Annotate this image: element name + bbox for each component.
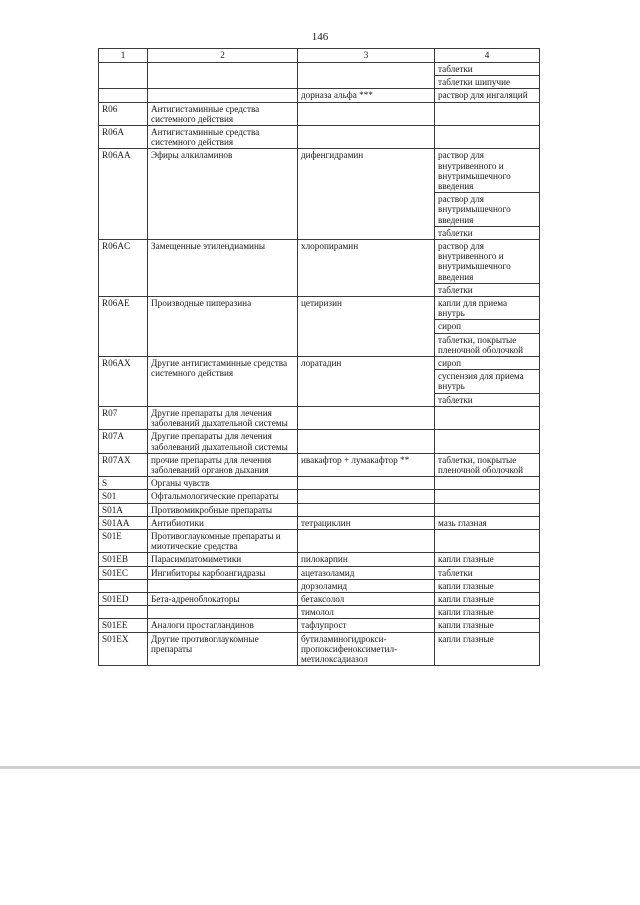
atc-code-cell: R06	[99, 102, 148, 125]
drug-name-cell	[298, 406, 435, 429]
atc-code-cell	[99, 89, 148, 102]
atc-code-cell: S01E	[99, 529, 148, 552]
group-name-cell: Органы чувств	[148, 477, 298, 490]
dosage-form: таблетки	[438, 227, 473, 238]
atc-code-cell: S01A	[99, 503, 148, 516]
group-name-cell: Антигистаминные средства системного действия	[148, 126, 298, 149]
column-header: 2	[148, 49, 298, 63]
table-row	[99, 102, 540, 125]
table-row	[99, 503, 540, 516]
atc-code-cell: R06AA	[99, 149, 148, 240]
drug-name-cell: дорзоламид	[298, 579, 435, 592]
drug-name-cell: тимолол	[298, 606, 435, 619]
table-row	[99, 126, 540, 149]
atc-code-cell: S	[99, 477, 148, 490]
dosage-form: капли глазные	[438, 593, 494, 604]
dosage-form	[435, 504, 539, 516]
table-row	[99, 89, 540, 102]
dosage-form: сироп	[435, 320, 539, 333]
atc-code-cell: R07	[99, 406, 148, 429]
dosage-forms-cell	[435, 357, 540, 407]
dosage-form: таблетки	[438, 394, 473, 405]
dosage-forms-cell	[435, 632, 540, 666]
drug-name-cell: хлоропирамин	[298, 240, 435, 297]
drug-name-cell: тафлупрост	[298, 619, 435, 632]
table-row	[99, 592, 540, 605]
atc-code-cell: S01EB	[99, 553, 148, 566]
dosage-form	[435, 407, 539, 419]
group-name-cell: Производные пиперазина	[148, 297, 298, 357]
drug-name-cell: бетаксолол	[298, 592, 435, 605]
dosage-forms-cell	[435, 553, 540, 566]
drug-name-cell	[298, 490, 435, 503]
drug-name-cell	[298, 126, 435, 149]
dosage-form: раствор для ингаляций	[438, 90, 528, 101]
column-header: 3	[298, 49, 435, 63]
table-row	[99, 566, 540, 579]
group-name-cell: Ингибиторы карбоангидразы	[148, 566, 298, 579]
dosage-forms-cell	[435, 477, 540, 490]
dosage-forms-cell	[435, 430, 540, 453]
dosage-form	[435, 490, 539, 502]
group-name-cell: Антигистаминные средства системного действия	[148, 102, 298, 125]
dosage-forms-cell	[435, 240, 540, 297]
table-row	[99, 406, 540, 429]
group-name-cell: Офтальмологические препараты	[148, 490, 298, 503]
dosage-form: таблетки	[435, 63, 539, 76]
atc-code-cell: R07AX	[99, 453, 148, 476]
table-row	[99, 553, 540, 566]
atc-code-cell	[99, 579, 148, 592]
table-row	[99, 477, 540, 490]
dosage-forms-cell	[435, 606, 540, 619]
dosage-form: таблетки	[438, 284, 473, 295]
table-row	[99, 149, 540, 240]
dosage-form: сироп	[435, 357, 539, 370]
dosage-form: капли глазные	[438, 554, 494, 565]
dosage-form: таблетки шипучие	[438, 77, 511, 88]
table-row	[99, 632, 540, 666]
dosage-forms-cell	[435, 126, 540, 149]
group-name-cell: Бета-адреноблокаторы	[148, 592, 298, 605]
dosage-forms-cell	[435, 89, 540, 102]
dosage-form: мазь глазная	[438, 517, 487, 528]
group-name-cell: Противоглаукомные препараты и миотические средства	[148, 529, 298, 552]
table-row	[99, 619, 540, 632]
group-name-cell	[148, 579, 298, 592]
drug-name-cell: пилокарпин	[298, 553, 435, 566]
atc-code-cell: R06AX	[99, 357, 148, 407]
dosage-form	[435, 477, 539, 489]
dosage-form: суспензия для приема внутрь	[435, 370, 539, 393]
group-name-cell	[148, 606, 298, 619]
group-name-cell: Другие препараты для лечения заболеваний дыхательной системы	[148, 430, 298, 453]
dosage-forms-cell	[435, 529, 540, 552]
atc-code-cell: R06AE	[99, 297, 148, 357]
group-name-cell: прочие препараты для лечения заболеваний органов дыхания	[148, 453, 298, 476]
group-name-cell: Парасимпатомиметики	[148, 553, 298, 566]
atc-code-cell	[99, 63, 148, 89]
dosage-forms-cell	[435, 516, 540, 529]
table-row	[99, 357, 540, 407]
dosage-form: капли глазные	[438, 580, 494, 591]
dosage-forms-cell	[435, 63, 540, 89]
drug-name-cell	[298, 529, 435, 552]
group-name-cell: Эфиры алкиламинов	[148, 149, 298, 240]
dosage-form	[435, 430, 539, 442]
atc-code-cell	[99, 606, 148, 619]
table-row	[99, 297, 540, 357]
table-row	[99, 516, 540, 529]
table-row	[99, 430, 540, 453]
drug-name-cell	[298, 102, 435, 125]
dosage-forms-cell	[435, 592, 540, 605]
drug-name-cell: лоратадин	[298, 357, 435, 407]
atc-code-cell: S01AA	[99, 516, 148, 529]
dosage-forms-cell	[435, 619, 540, 632]
dosage-form: таблетки, покрытые пленочной оболочкой	[438, 334, 524, 355]
dosage-form: раствор для внутривенного и внутримышечного введения	[435, 149, 539, 193]
group-name-cell	[148, 63, 298, 89]
table-row	[99, 606, 540, 619]
drug-name-cell: тетрациклин	[298, 516, 435, 529]
dosage-forms-cell	[435, 297, 540, 357]
column-header: 1	[99, 49, 148, 63]
column-header: 4	[435, 49, 540, 63]
atc-code-cell: R06AC	[99, 240, 148, 297]
drug-name-cell: ивакафтор + лумакафтор **	[298, 453, 435, 476]
dosage-form: капли для приема внутрь	[435, 297, 539, 320]
atc-code-cell: R07A	[99, 430, 148, 453]
table-row	[99, 579, 540, 592]
table-row	[99, 490, 540, 503]
group-name-cell: Противомикробные препараты	[148, 503, 298, 516]
group-name-cell: Аналоги простагландинов	[148, 619, 298, 632]
table-body	[99, 63, 540, 666]
atc-code-cell: R06A	[99, 126, 148, 149]
table-row	[99, 453, 540, 476]
dosage-forms-cell	[435, 566, 540, 579]
dosage-form: таблетки, покрытые пленочной оболочкой	[438, 454, 524, 475]
table-row	[99, 240, 540, 297]
dosage-forms-cell	[435, 102, 540, 125]
table-header-row	[99, 49, 540, 63]
group-name-cell: Другие препараты для лечения заболеваний дыхательной системы	[148, 406, 298, 429]
group-name-cell: Другие противоглаукомные препараты	[148, 632, 298, 666]
atc-code-cell: S01EC	[99, 566, 148, 579]
dosage-form	[435, 530, 539, 542]
drug-name-cell	[298, 503, 435, 516]
atc-code-cell: S01EE	[99, 619, 148, 632]
drug-name-cell: цетиризин	[298, 297, 435, 357]
atc-code-cell: S01	[99, 490, 148, 503]
drug-name-cell	[298, 63, 435, 89]
group-name-cell: Другие антигистаминные средства системного действия	[148, 357, 298, 407]
group-name-cell	[148, 89, 298, 102]
dosage-forms-cell	[435, 503, 540, 516]
dosage-forms-cell	[435, 406, 540, 429]
page-number: 146	[311, 31, 329, 43]
drug-name-cell: дифенгидрамин	[298, 149, 435, 240]
drug-name-cell: ацетазоламид	[298, 566, 435, 579]
drug-name-cell: бутиламиногидрокси-пропоксифеноксиметил-метилоксадиазол	[298, 632, 435, 666]
table-row	[99, 529, 540, 552]
drug-name-cell	[298, 430, 435, 453]
dosage-form	[435, 103, 539, 115]
dosage-forms-cell	[435, 453, 540, 476]
dosage-form: капли глазные	[438, 633, 494, 644]
drug-name-cell: дорназа альфа ***	[298, 89, 435, 102]
dosage-forms-cell	[435, 149, 540, 240]
drug-name-cell	[298, 477, 435, 490]
dosage-form: таблетки	[438, 567, 473, 578]
dosage-forms-cell	[435, 490, 540, 503]
dosage-form: капли глазные	[438, 607, 494, 618]
atc-code-cell: S01ED	[99, 592, 148, 605]
group-name-cell: Замещенные этилендиамины	[148, 240, 298, 297]
dosage-form	[435, 126, 539, 138]
dosage-forms-cell	[435, 579, 540, 592]
atc-code-cell: S01EX	[99, 632, 148, 666]
dosage-form: капли глазные	[438, 620, 494, 631]
table-row	[99, 63, 540, 89]
dosage-form: раствор для внутримышечного введения	[435, 193, 539, 227]
drug-table	[98, 48, 540, 666]
dosage-form: раствор для внутривенного и внутримышечного введения	[435, 240, 539, 284]
group-name-cell: Антибиотики	[148, 516, 298, 529]
page-bottom-edge	[0, 766, 640, 769]
